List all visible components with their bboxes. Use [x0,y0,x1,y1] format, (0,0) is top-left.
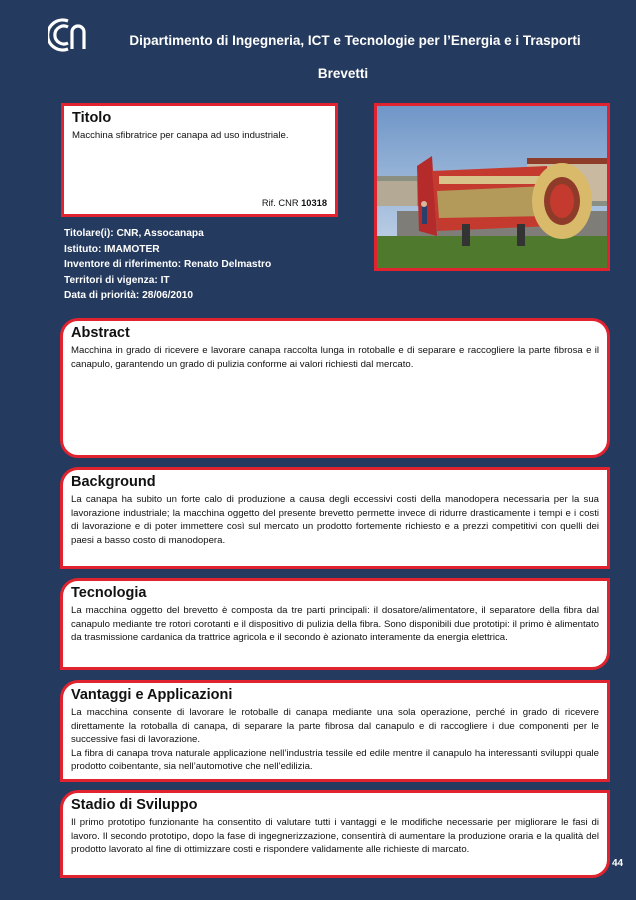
machine-photo [374,103,610,271]
titolo-heading: Titolo [72,110,112,126]
rif-cnr [262,198,327,208]
background-box [60,467,610,569]
inventore-line: Inventore di riferimento: Renato Delmastro [64,259,272,270]
titolare-line: Titolare(i): CNR, Assocanapa [64,228,204,239]
data-priorita-line: Data di priorità: 28/06/2010 [64,290,194,301]
vantaggi-box [60,680,610,782]
stadio-text: Il primo prototipo funzionante ha consentito di valutare tutti i vantaggi e le modifiche necessarie per migliorare le fasi di lavoro. Il secondo prototipo, dopo la fase di ingegnerizzazione, consentirà di aumentare la produzione oraria e la qualità del prodotto lavorato al fine di ottimizzare costi e rispondere validamente alle richieste di marcato. [71,817,599,855]
tecnologia-heading: Tecnologia [71,585,147,601]
cnr-logo [48,18,90,52]
department-title: Dipartimento di Ingegneria, ICT e Tecnologie per l’Energia e i Trasporti [129,33,581,48]
stadio-heading: Stadio di Sviluppo [71,797,198,813]
tecnologia-box [60,578,610,670]
abstract-box [60,318,610,458]
titolo-text: Macchina sfibratrice per canapa ad uso industriale. [72,130,289,141]
territori-line: Territori di vigenza: IT [64,274,170,286]
abstract-heading: Abstract [71,325,130,341]
background-text: La canapa ha subito un forte calo di produzione a causa degli eccessivi costi della manodopera necessaria per la sua lavorazione industriale; la macchina oggetto del presente brevetto permette invece di ridurre drasticamente i tempi e i costi di lavorazione e di poter immettere così sul mercato un prodotto fortemente richiesto e a prezzi competitivi con quelli dei paesi a basso costo di manodopera. [71,494,599,546]
patent-info [64,226,271,304]
machine-photo-illustration [377,106,607,268]
vantaggi-text-1: La macchina consente di lavorare le rotoballe di canapa mediante una sola operazione, perché in grado di ricevere direttamente la rotoballa di canapa, di separare la parte fibrosa dal canapulo e di raccogliere i due componenti per le successive fasi di lavorazione. [71,707,599,745]
page-number: 44 [612,858,624,869]
abstract-text: Macchina in grado di ricevere e lavorare canapa raccolta lunga in rotoballe e di separare e raccogliere la parte fibrosa e il canapulo, garantendo un grado di pulizia conforme ai valori richiesti dal mercato. [71,345,599,370]
tecnologia-text: La macchina oggetto del brevetto è composta da tre parti principali: il dosatore/alimentatore, il separatore della fibra dal canapulo mediante tre rotori corotanti e il dispositivo di pulizia della fibra. Sono disponibili due prototipi: il primo è alimentato da trasmissione cardanica da trattrice agricola e il secondo è azionato interamente da energia elettrica. [71,605,599,643]
istituto-line: Istituto: IMAMOTER [64,243,160,255]
rif-label: Rif. CNR [261,198,299,208]
stadio-box [60,790,610,878]
section-title: Brevetti [317,66,369,81]
rif-number: 10318 [301,198,327,208]
titolo-box [61,103,338,217]
vantaggi-text-2: La fibra di canapa trova naturale applicazione nell’industria tessile ed edile mentre il canapulo ha interessanti sviluppi quale prodotto coibentante, sia nell’automotive che nell’edilizia. [71,747,599,772]
vantaggi-heading: Vantaggi e Applicazioni [71,687,233,703]
background-heading: Background [71,474,156,490]
